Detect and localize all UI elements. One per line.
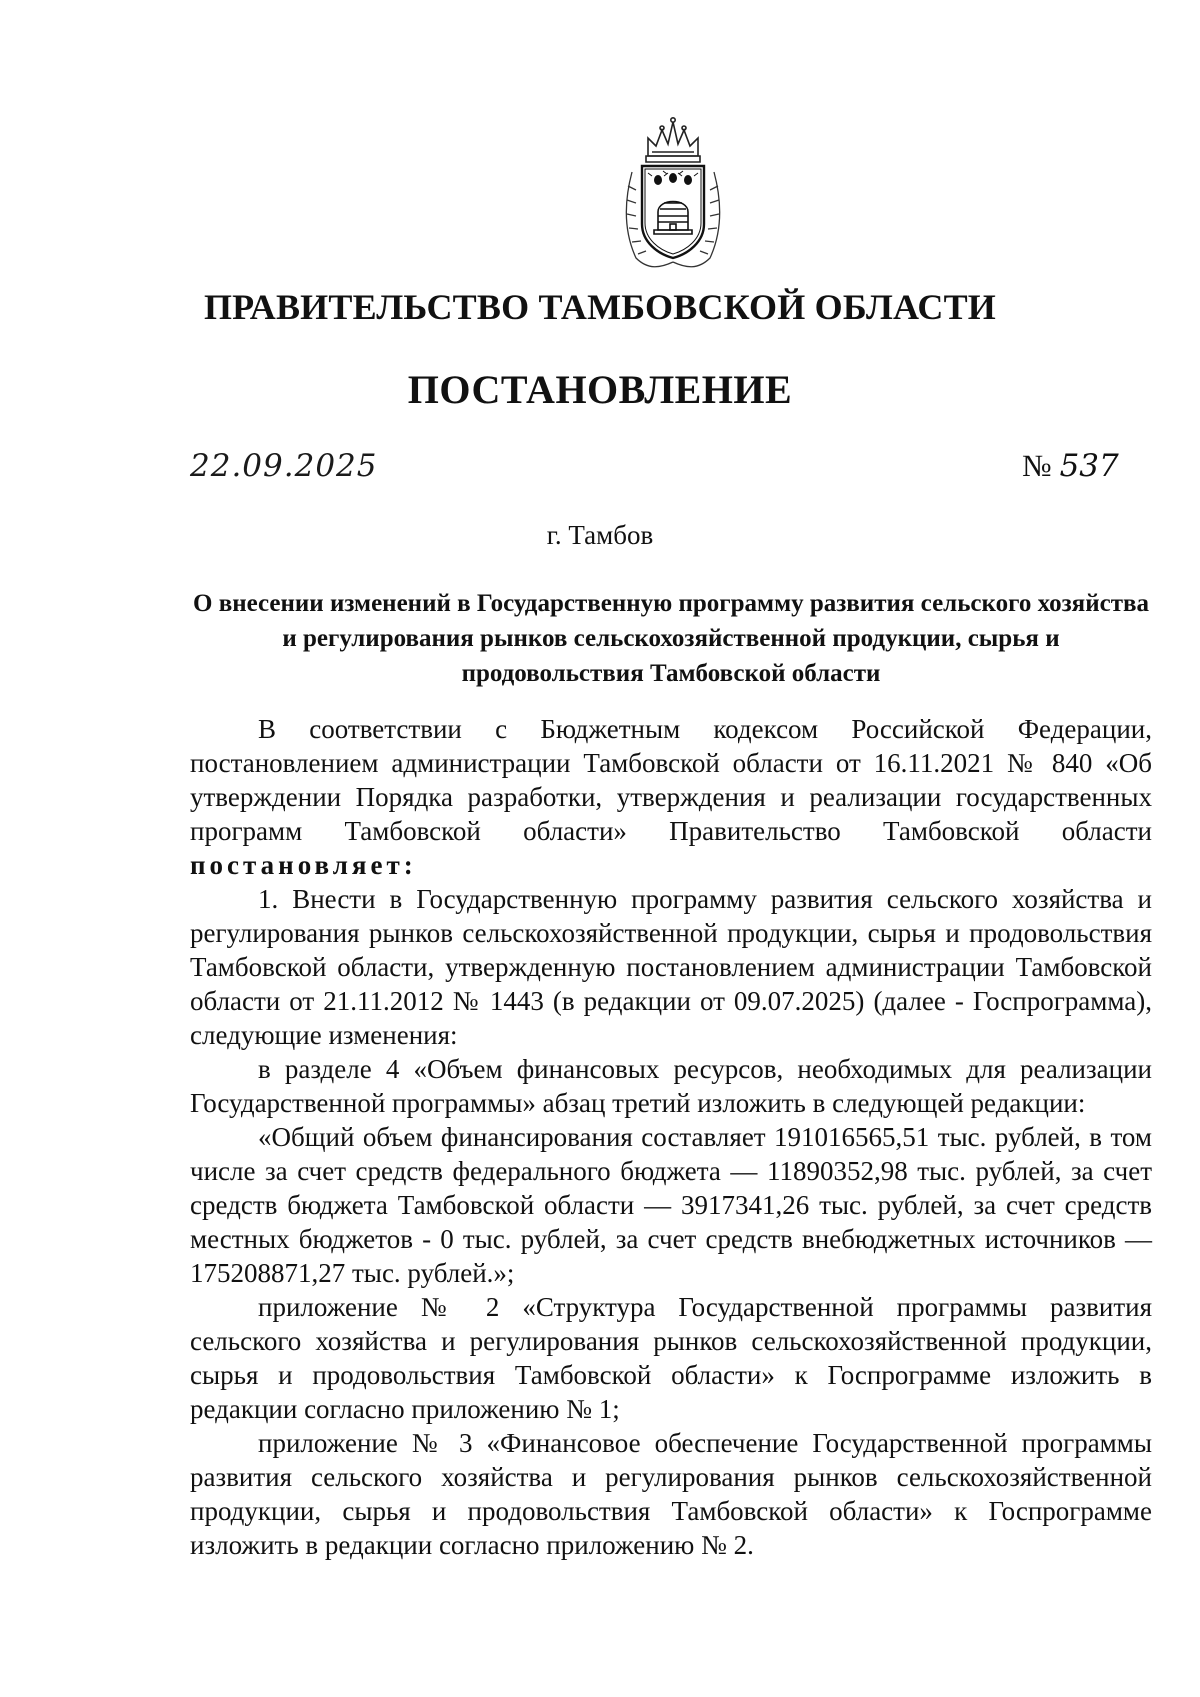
tambov-coat-of-arms-icon [618,112,728,272]
number-sign: № [1022,448,1052,483]
paragraph-1: 1. Внести в Государственную программу развития сельского хозяйства и регулирования рынков сельскохозяйственной продукции, сырья и продовольствия Тамбовской области, утвержденную постановлением администрации Тамбовской области от 21.11.2012 № 1443 (в редакции от 09.07.2025) (далее - Госпрограмма), следующие изменения: [190,884,1152,1050]
preamble-text: В соответствии с Бюджетным кодексом Российской Федерации, постановлением администрации Тамбовской области от 16.11.2021 № 840 «Об утверждении Порядка разработки, утверждения и реализации государственных программ Тамбовской области» Правительство Тамбовской области [190,714,1152,846]
government-name: ПРАВИТЕЛЬСТВО ТАМБОВСКОЙ ОБЛАСТИ [203,287,997,327]
document-type-title: ПОСТАНОВЛЕНИЕ [407,367,793,412]
city-line: г. Тамбов [546,520,654,550]
paragraph-2: в разделе 4 «Объем финансовых ресурсов, необходимых для реализации Государственной программы» абзац третий изложить в следующей редакции: [190,1054,1152,1118]
decree-word: постановляет [190,850,404,880]
number-value: 537 [1059,448,1119,484]
document-number [1022,448,1119,484]
document-date: 22.09.2025 [190,448,378,484]
paragraph-5: приложение № 3 «Финансовое обеспечение Государственной программы развития сельского хозяйства и регулирования рынков сельскохозяйственной продукции, сырья и продовольствия Тамбовской области» к Госпрограмме изложить в редакции согласно приложению № 2. [190,1428,1152,1560]
paragraph-4: приложение № 2 «Структура Государственной программы развития сельского хозяйства и регулирования рынков сельскохозяйственной продукции, сырья и продовольствия Тамбовской области» к Госпрограмме изложить в редакции согласно приложению № 1; [190,1292,1152,1424]
paragraph-3: «Общий объем финансирования составляет 191016565,51 тыс. рублей, в том числе за счет средств федерального бюджета — 11890352,98 тыс. рублей, за счет средств бюджета Тамбовской области — 3917341,26 тыс. рублей, за счет средств местных бюджетов - 0 тыс. рублей, за счет средств внебюджетных источников — 175208871,27 тыс. рублей.»; [190,1122,1152,1288]
decree-colon: : [403,850,413,880]
preamble-paragraph [190,712,1152,882]
document-subject: О внесении изменений в Государственную программу развития сельского хозяйства и регулирования рынков сельскохозяйственной продукции, сырья и продовольствия Тамбовской области [193,590,1149,687]
document-body [190,712,1152,1562]
